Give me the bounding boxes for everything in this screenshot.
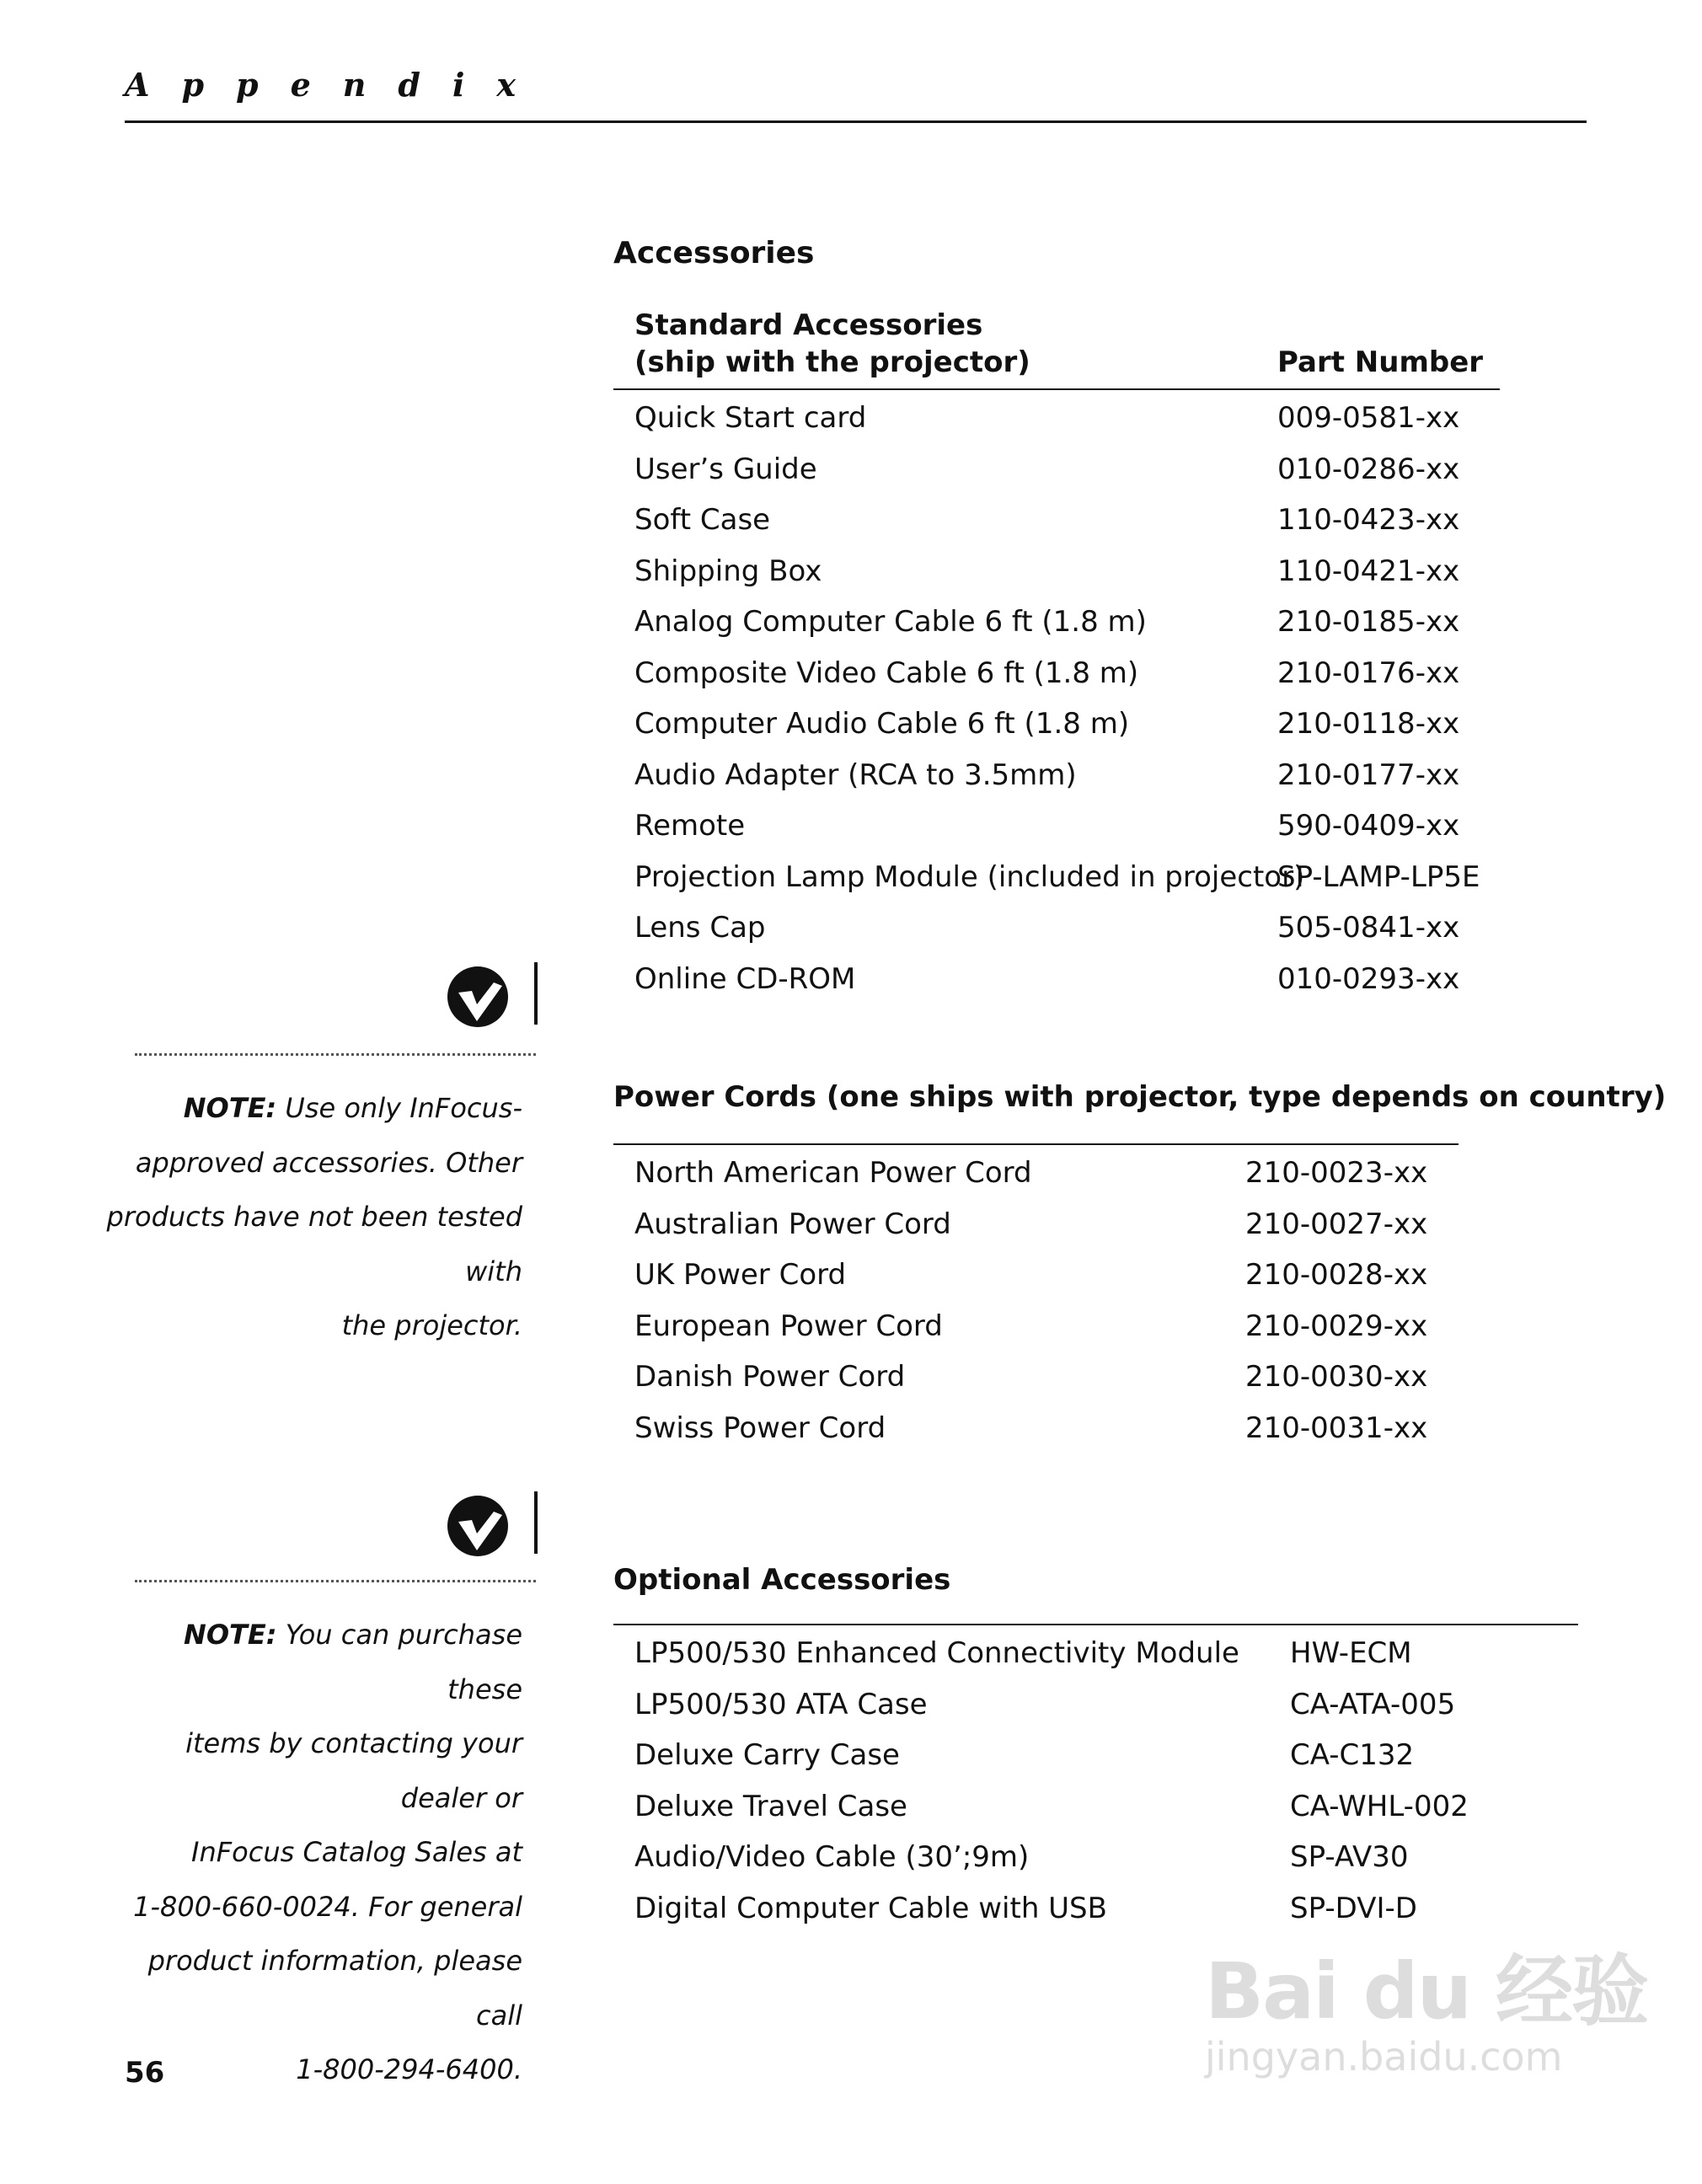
part-number: HW-ECM bbox=[1290, 1636, 1412, 1670]
note-icon bbox=[447, 961, 539, 1033]
standard-table-header bbox=[613, 307, 1500, 388]
standard-heading bbox=[634, 307, 1030, 381]
part-number: 210-0027-xx bbox=[1245, 1207, 1428, 1241]
table-row bbox=[613, 597, 1500, 648]
part-number: SP-LAMP-LP5E bbox=[1277, 859, 1480, 894]
part-number-heading: Part Number bbox=[1277, 345, 1484, 379]
watermark-brand: Bai du 经验 bbox=[1205, 1946, 1648, 2037]
note-divider bbox=[135, 1580, 536, 1582]
note-label: NOTE: bbox=[183, 1092, 277, 1124]
table-row bbox=[613, 750, 1500, 801]
item-name: European Power Cord bbox=[634, 1309, 943, 1343]
item-name: Audio/Video Cable (30’;9m) bbox=[634, 1840, 1030, 1874]
item-name: Swiss Power Cord bbox=[634, 1410, 886, 1445]
note-line: products have not been tested with bbox=[106, 1201, 522, 1287]
part-number: 210-0031-xx bbox=[1245, 1410, 1428, 1445]
standard-heading-line2: (ship with the projector) bbox=[634, 345, 1030, 379]
part-number: 210-0176-xx bbox=[1277, 656, 1460, 690]
part-number: 590-0409-xx bbox=[1277, 809, 1460, 843]
part-number: 110-0421-xx bbox=[1277, 554, 1460, 588]
note-line: InFocus Catalog Sales at bbox=[191, 1836, 522, 1868]
part-number: 009-0581-xx bbox=[1277, 401, 1460, 435]
table-row bbox=[613, 800, 1500, 852]
note-line: Use only InFocus- bbox=[285, 1092, 522, 1124]
table-row bbox=[613, 1679, 1578, 1731]
item-name: Online CD-ROM bbox=[634, 961, 856, 996]
table-row bbox=[613, 699, 1500, 750]
table-row bbox=[613, 1250, 1458, 1301]
table-row bbox=[613, 444, 1500, 495]
page-number: 56 bbox=[125, 2056, 165, 2090]
item-name: Quick Start card bbox=[634, 401, 867, 435]
table-row bbox=[613, 1730, 1578, 1781]
table-row bbox=[613, 1199, 1458, 1250]
part-number: 110-0423-xx bbox=[1277, 503, 1460, 537]
part-number: 210-0023-xx bbox=[1245, 1156, 1428, 1190]
part-number: 010-0293-xx bbox=[1277, 961, 1460, 996]
watermark-url: jingyan.baidu.com bbox=[1205, 2034, 1563, 2080]
item-name: Computer Audio Cable 6 ft (1.8 m) bbox=[634, 707, 1130, 741]
note-line: You can purchase these bbox=[285, 1619, 522, 1705]
item-name: Deluxe Travel Case bbox=[634, 1789, 907, 1823]
optional-accessories-heading: Optional Accessories bbox=[613, 1563, 951, 1597]
table-row bbox=[613, 546, 1500, 597]
item-name: Danish Power Cord bbox=[634, 1360, 906, 1394]
note-line: items by contacting your dealer or bbox=[185, 1727, 522, 1814]
optional-rows bbox=[613, 1628, 1578, 1934]
item-name: LP500/530 ATA Case bbox=[634, 1687, 928, 1721]
header-rule bbox=[125, 120, 1587, 123]
part-number: 010-0286-xx bbox=[1277, 452, 1460, 486]
standard-heading-line1: Standard Accessories bbox=[634, 308, 983, 342]
part-number: 210-0030-xx bbox=[1245, 1360, 1428, 1394]
part-number: SP-DVI-D bbox=[1290, 1891, 1417, 1925]
part-number: CA-ATA-005 bbox=[1290, 1687, 1456, 1721]
table-row bbox=[613, 1352, 1458, 1403]
item-name: Analog Computer Cable 6 ft (1.8 m) bbox=[634, 605, 1147, 639]
optional-accessories-table bbox=[613, 1624, 1578, 1934]
table-row bbox=[613, 495, 1500, 546]
note-line: the projector. bbox=[341, 1309, 522, 1341]
power-cords-table bbox=[613, 1143, 1458, 1453]
part-number: 210-0029-xx bbox=[1245, 1309, 1428, 1343]
item-name: Shipping Box bbox=[634, 554, 822, 588]
item-name: Digital Computer Cable with USB bbox=[634, 1891, 1107, 1925]
part-number: SP-AV30 bbox=[1290, 1840, 1409, 1874]
table-row bbox=[613, 1883, 1578, 1935]
table-row bbox=[613, 902, 1500, 954]
table-row bbox=[613, 393, 1500, 444]
note-line: 1-800-660-0024. For general bbox=[133, 1890, 522, 1923]
table-row bbox=[613, 954, 1500, 1005]
table-row bbox=[613, 1781, 1578, 1833]
note-icon bbox=[447, 1490, 539, 1562]
watermark bbox=[1205, 1930, 1647, 2080]
table-row bbox=[613, 1301, 1458, 1352]
table-row bbox=[613, 1148, 1458, 1199]
item-name: UK Power Cord bbox=[634, 1258, 847, 1292]
part-number: 505-0841-xx bbox=[1277, 911, 1460, 945]
note-line: product information, please call bbox=[147, 1945, 522, 2031]
table-row bbox=[613, 648, 1500, 699]
item-name: North American Power Cord bbox=[634, 1156, 1032, 1190]
standard-rows bbox=[613, 393, 1500, 1004]
item-name: Deluxe Carry Case bbox=[634, 1738, 900, 1772]
item-name: Lens Cap bbox=[634, 911, 766, 945]
note-line: 1-800-294-6400. bbox=[296, 2053, 522, 2085]
note-2 bbox=[101, 1608, 522, 2097]
power-cords-rows bbox=[613, 1148, 1458, 1453]
note-divider bbox=[135, 1053, 536, 1056]
item-name: Remote bbox=[634, 809, 746, 843]
power-cords-heading: Power Cords (one ships with projector, type depends on country) bbox=[613, 1080, 1667, 1114]
note-line: approved accessories. Other bbox=[135, 1146, 522, 1179]
part-number: 210-0118-xx bbox=[1277, 707, 1460, 741]
part-number: CA-WHL-002 bbox=[1290, 1789, 1469, 1823]
table-row bbox=[613, 852, 1500, 903]
table-row bbox=[613, 1832, 1578, 1883]
running-header: Appendix bbox=[125, 66, 549, 104]
part-number: 210-0185-xx bbox=[1277, 605, 1460, 639]
item-name: Australian Power Cord bbox=[634, 1207, 951, 1241]
note-label: NOTE: bbox=[184, 1619, 277, 1651]
table-row bbox=[613, 1628, 1578, 1679]
standard-accessories-table bbox=[613, 307, 1500, 1004]
table-row bbox=[613, 1403, 1458, 1454]
item-name: LP500/530 Enhanced Connectivity Module bbox=[634, 1636, 1239, 1670]
item-name: Audio Adapter (RCA to 3.5mm) bbox=[634, 757, 1077, 792]
part-number: CA-C132 bbox=[1290, 1738, 1415, 1772]
item-name: Projection Lamp Module (included in projector) bbox=[634, 859, 1305, 894]
part-number: 210-0177-xx bbox=[1277, 757, 1460, 792]
item-name: Soft Case bbox=[634, 503, 771, 537]
part-number: 210-0028-xx bbox=[1245, 1258, 1428, 1292]
note-1 bbox=[101, 1081, 522, 1353]
item-name: User’s Guide bbox=[634, 452, 817, 486]
section-title-accessories: Accessories bbox=[613, 236, 815, 270]
item-name: Composite Video Cable 6 ft (1.8 m) bbox=[634, 656, 1139, 690]
